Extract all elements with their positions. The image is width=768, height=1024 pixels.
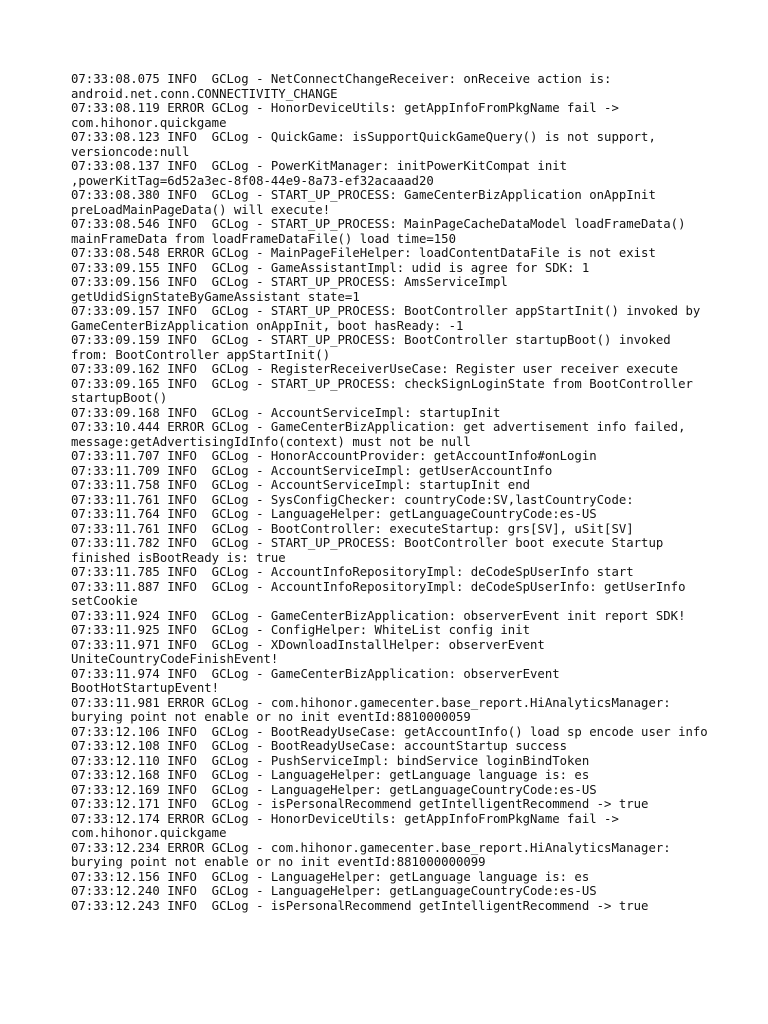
log-line: 07:33:09.168 INFO GCLog - AccountServiceImpl: startupInit (71, 405, 501, 420)
log-line: 07:33:11.761 INFO GCLog - SysConfigChecker: countryCode:SV,lastCountryCode: (71, 492, 634, 507)
log-line: 07:33:08.075 INFO GCLog - NetConnectChangeReceiver: onReceive action is: android.net.conn.CONNECTIVITY_CHANGE (71, 72, 619, 101)
log-line: 07:33:08.119 ERROR GCLog - HonorDeviceUtils: getAppInfoFromPkgName fail -> com.hihonor.quickgame (71, 101, 627, 130)
log-line: 07:33:10.444 ERROR GCLog - GameCenterBizApplication: get advertisement info failed, message:getAdvertisingIdInfo(context) must not be null (71, 420, 693, 449)
log-line: 07:33:11.782 INFO GCLog - START_UP_PROCESS: BootController boot execute Startup finished isBootReady is: true (71, 536, 671, 565)
log-line: 07:33:09.165 INFO GCLog - START_UP_PROCESS: checkSignLoginState from BootController startupBoot() (71, 376, 701, 405)
log-line: 07:33:08.380 INFO GCLog - START_UP_PROCESS: GameCenterBizApplication onAppInit preLoadMainPageData() will execute! (71, 188, 664, 217)
log-line: 07:33:12.240 INFO GCLog - LanguageHelper: getLanguageCountryCode:es-US (71, 884, 597, 898)
log-line: 07:33:11.707 INFO GCLog - HonorAccountProvider: getAccountInfo#onLogin (71, 449, 597, 463)
log-line: 07:33:12.106 INFO GCLog - BootReadyUseCase: getAccountInfo() load sp encode user info (71, 724, 708, 739)
log-line: 07:33:12.234 ERROR GCLog - com.hihonor.gamecenter.base_report.HiAnalyticsManager: burying point not enable or no init eventId:881000000099 (71, 840, 679, 869)
log-line: 07:33:11.981 ERROR GCLog - com.hihonor.gamecenter.base_report.HiAnalyticsManager: burying point not enable or no init eventId:8810000059 (71, 695, 679, 724)
log-line: 07:33:11.709 INFO GCLog - AccountServiceImpl: getUserAccountInfo (71, 463, 553, 478)
log-line: 07:33:12.168 INFO GCLog - LanguageHelper: getLanguage language is: es (71, 768, 590, 782)
log-line: 07:33:09.159 INFO GCLog - START_UP_PROCESS: BootController startupBoot() invoked from: BootController appStartInit() (71, 333, 679, 362)
log-line: 07:33:09.155 INFO GCLog - GameAssistantImpl: udid is agree for SDK: 1 (71, 260, 590, 275)
log-line: 07:33:11.764 INFO GCLog - LanguageHelper: getLanguageCountryCode:es-US (71, 507, 597, 521)
log-line: 07:33:11.974 INFO GCLog - GameCenterBizApplication: observerEvent BootHotStartupEvent! (71, 666, 568, 695)
log-line: 07:33:11.758 INFO GCLog - AccountServiceImpl: startupInit end (71, 478, 531, 492)
log-line: 07:33:11.785 INFO GCLog - AccountInfoRepositoryImpl: deCodeSpUserInfo start (71, 565, 634, 579)
log-line: 07:33:08.123 INFO GCLog - QuickGame: isSupportQuickGameQuery() is not support, versioncode:null (71, 130, 664, 159)
log-line: 07:33:11.971 INFO GCLog - XDownloadInstallHelper: observerEvent UniteCountryCodeFinishEvent! (71, 637, 553, 666)
log-line: 07:33:08.546 INFO GCLog - START_UP_PROCESS: MainPageCacheDataModel loadFrameData() mainFrameData from loadFrameDataFile() load time=150 (71, 217, 693, 246)
log-output (71, 72, 711, 913)
log-line: 07:33:11.925 INFO GCLog - ConfigHelper: WhiteList config init (71, 623, 531, 637)
log-line: 07:33:09.162 INFO GCLog - RegisterReceiverUseCase: Register user receiver execute (71, 362, 679, 376)
log-line: 07:33:12.156 INFO GCLog - LanguageHelper: getLanguage language is: es (71, 869, 590, 884)
log-line: 07:33:09.157 INFO GCLog - START_UP_PROCESS: BootController appStartInit() invoked by GameCenterBizApplication onAppInit, boot hasReady: -1 (71, 304, 708, 333)
log-line: 07:33:08.548 ERROR GCLog - MainPageFileHelper: loadContentDataFile is not exist (71, 246, 656, 260)
log-line: 07:33:11.887 INFO GCLog - AccountInfoRepositoryImpl: deCodeSpUserInfo: getUserInfo setCookie (71, 579, 693, 608)
log-line: 07:33:12.108 INFO GCLog - BootReadyUseCase: accountStartup success (71, 739, 568, 753)
log-line: 07:33:08.137 INFO GCLog - PowerKitManager: initPowerKitCompat init ,powerKitTag=6d52a3ec-8f08-44e9-8a73-ef32acaaad20 (71, 159, 575, 188)
log-line: 07:33:12.169 INFO GCLog - LanguageHelper: getLanguageCountryCode:es-US (71, 782, 597, 797)
log-line: 07:33:11.924 INFO GCLog - GameCenterBizApplication: observerEvent init report SDK! (71, 608, 686, 623)
log-line: 07:33:11.761 INFO GCLog - BootController: executeStartup: grs[SV], uSit[SV] (71, 521, 634, 536)
log-line: 07:33:12.110 INFO GCLog - PushServiceImpl: bindService loginBindToken (71, 753, 590, 768)
log-line: 07:33:12.174 ERROR GCLog - HonorDeviceUtils: getAppInfoFromPkgName fail -> com.hihonor.quickgame (71, 811, 627, 840)
log-line: 07:33:09.156 INFO GCLog - START_UP_PROCESS: AmsServiceImpl getUdidSignStateByGameAssistant state=1 (71, 275, 516, 304)
log-line: 07:33:12.243 INFO GCLog - isPersonalRecommend getIntelligentRecommend -> true (71, 898, 649, 913)
log-line: 07:33:12.171 INFO GCLog - isPersonalRecommend getIntelligentRecommend -> true (71, 797, 649, 811)
